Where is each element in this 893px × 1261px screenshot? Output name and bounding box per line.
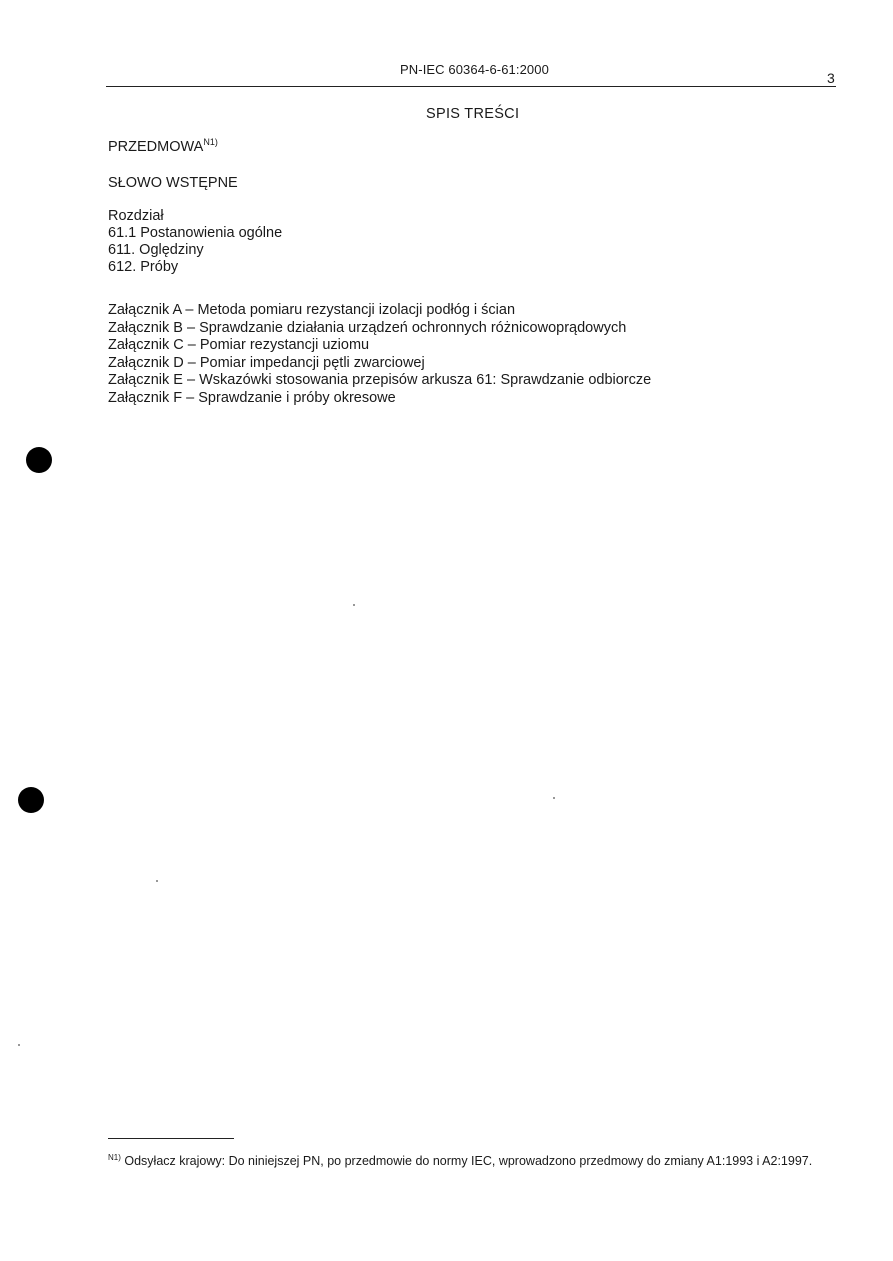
footnote-rule: [108, 1138, 234, 1139]
annex-entry: Załącznik B – Sprawdzanie działania urządzeń ochronnych różnicowoprądowych: [108, 319, 627, 336]
annex-entry: Załącznik A – Metoda pomiaru rezystancji izolacji podłóg i ścian: [108, 302, 516, 318]
punch-hole: [26, 447, 52, 473]
chapter-heading: Rozdział: [108, 208, 164, 224]
preface-label: PRZEDMOWA: [108, 139, 204, 155]
punch-hole: [18, 787, 44, 813]
toc-title: SPIS TREŚCI: [426, 106, 520, 122]
chapter-entry: 611. Oględziny: [108, 242, 204, 258]
footnote-text: Odsyłacz krajowy: Do niniejszej PN, po przedmowie do normy IEC, wprowadzono przedmowy do zmiany A1:1993 i A2:1997.: [124, 1154, 813, 1168]
footnote: [108, 1153, 812, 1168]
annex-entry: Załącznik E – Wskazówki stosowania przepisów arkusza 61: Sprawdzanie odbiorcze: [108, 372, 652, 388]
toc-foreword-entry: SŁOWO WSTĘPNE: [108, 175, 238, 191]
scan-speck: [553, 797, 555, 799]
toc-annex-list: [108, 302, 651, 407]
preface-note-mark: N1): [203, 137, 218, 147]
annex-entry: Załącznik F – Sprawdzanie i próby okresowe: [108, 389, 396, 406]
toc-preface-entry: [108, 137, 218, 155]
scan-speck: [18, 1044, 20, 1046]
page-number: 3: [827, 70, 835, 86]
document-code: PN-IEC 60364-6-61:2000: [400, 62, 549, 77]
footnote-mark: N1): [108, 1153, 121, 1162]
annex-entry: Załącznik C – Pomiar rezystancji uziomu: [108, 337, 370, 353]
toc-chapter-list: [108, 208, 282, 276]
chapter-entry: 61.1 Postanowienia ogólne: [108, 225, 283, 241]
header-rule: [106, 86, 836, 87]
chapter-entry: 612. Próby: [108, 259, 179, 275]
scan-speck: [156, 880, 158, 882]
scan-speck: [353, 604, 355, 606]
annex-entry: Załącznik D – Pomiar impedancji pętli zwarciowej: [108, 354, 425, 371]
